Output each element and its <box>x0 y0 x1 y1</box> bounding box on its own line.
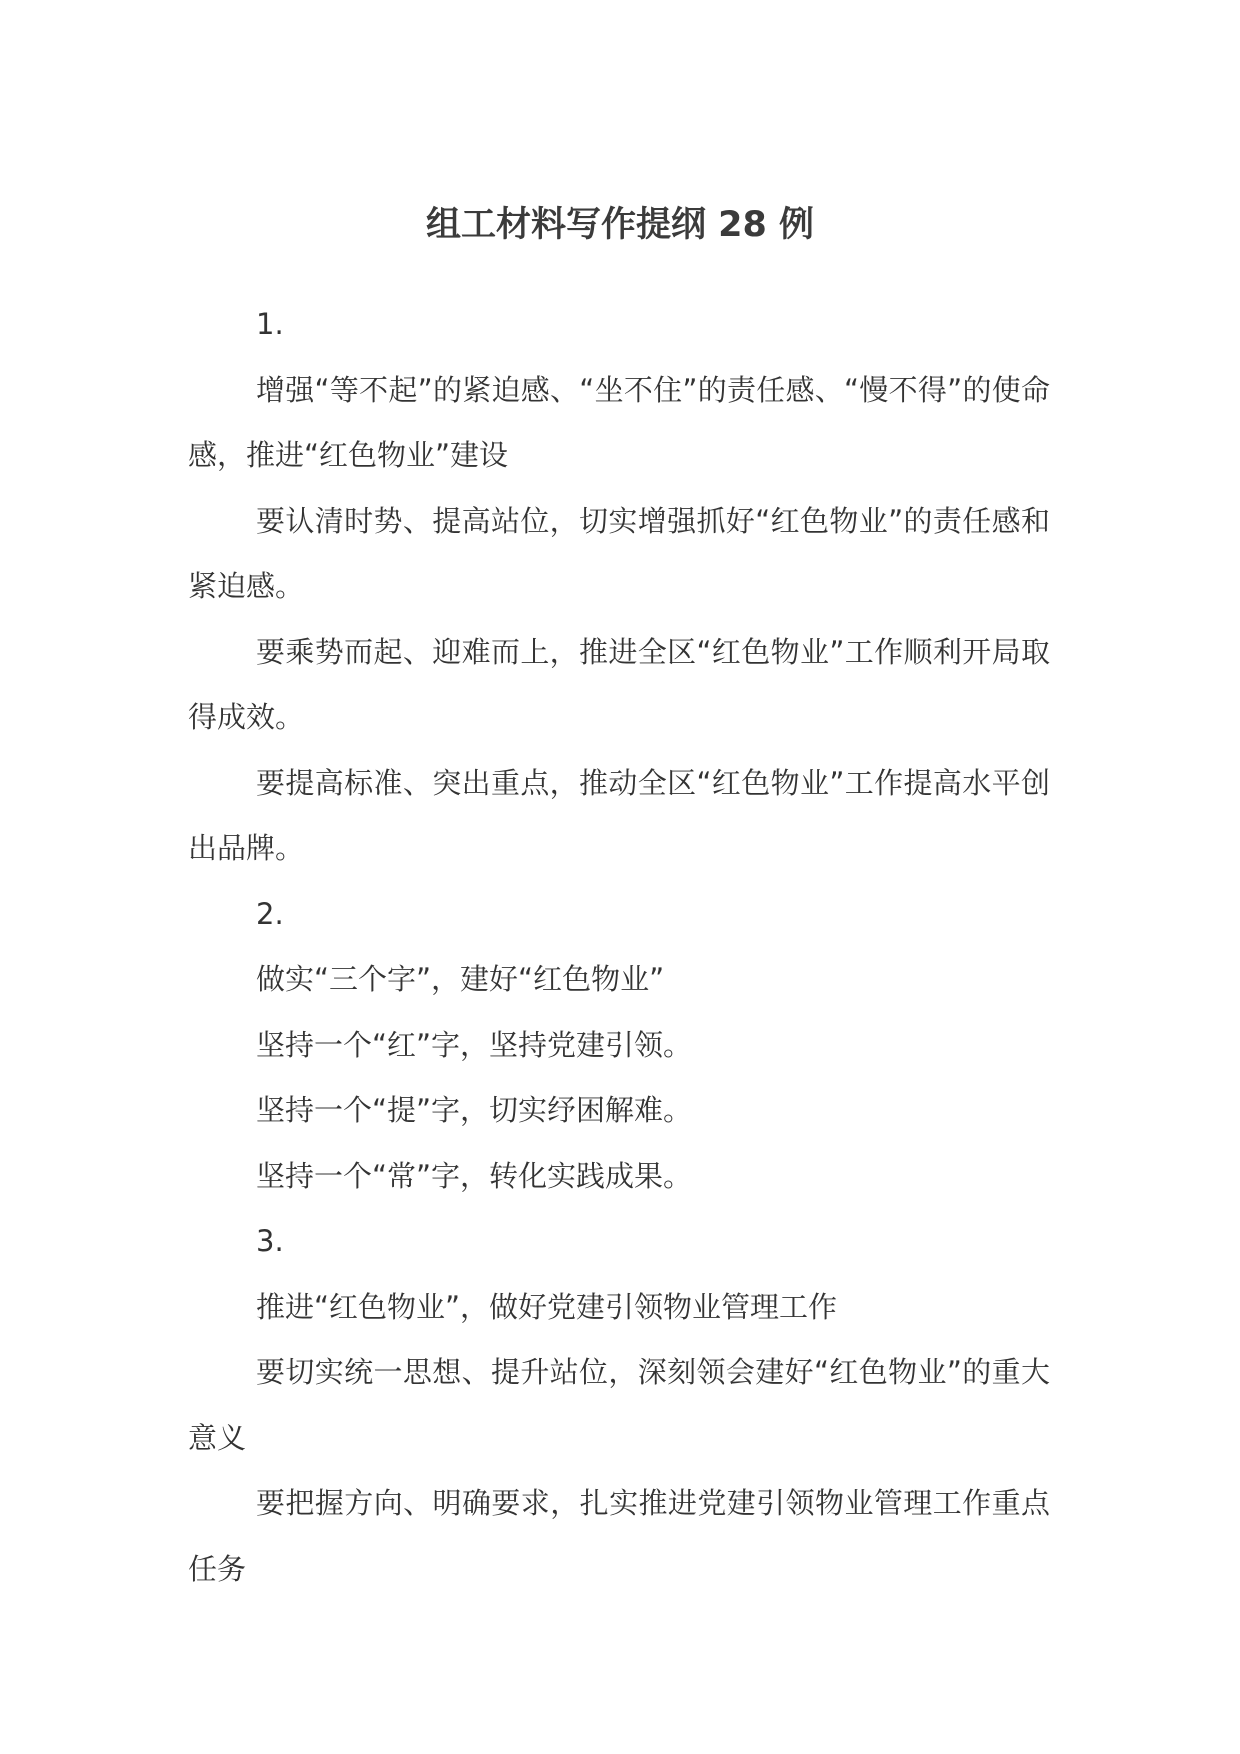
paragraph: 要把握方向、明确要求，扎实推进党建引领物业管理工作重点任务 <box>188 1486 1050 1586</box>
section-heading-3: 推进“红色物业”，做好党建引领物业管理工作 <box>256 1289 838 1324</box>
section-number-1: 1. <box>256 307 284 341</box>
section-number-2: 2. <box>256 896 284 931</box>
document-body <box>188 292 1050 1602</box>
paragraph: 坚持一个“提”字，切实纾困解难。 <box>256 1093 693 1127</box>
document-title: 组工材料写作提纲 28 例 <box>425 205 815 245</box>
section-heading-1: 增强“等不起”的紧迫感、“坐不住”的责任感、“慢不得”的使命感，推进“红色物业”建设 <box>188 372 1050 472</box>
paragraph: 要认清时势、提高站位，切实增强抓好“红色物业”的责任感和紧迫感。 <box>188 503 1050 603</box>
paragraph: 坚持一个“红”字，坚持党建引领。 <box>256 1027 693 1062</box>
section-number-3: 3. <box>256 1224 284 1258</box>
paragraph: 要提高标准、突出重点，推动全区“红色物业”工作提高水平创出品牌。 <box>188 765 1050 865</box>
paragraph: 要切实统一思想、提升站位，深刻领会建好“红色物业”的重大意义 <box>188 1355 1050 1455</box>
paragraph: 要乘势而起、迎难而上，推进全区“红色物业”工作顺利开局取得成效。 <box>188 634 1050 734</box>
paragraph: 坚持一个“常”字，转化实践成果。 <box>256 1158 693 1193</box>
section-heading-2: 做实“三个字”，建好“红色物业” <box>256 962 665 996</box>
